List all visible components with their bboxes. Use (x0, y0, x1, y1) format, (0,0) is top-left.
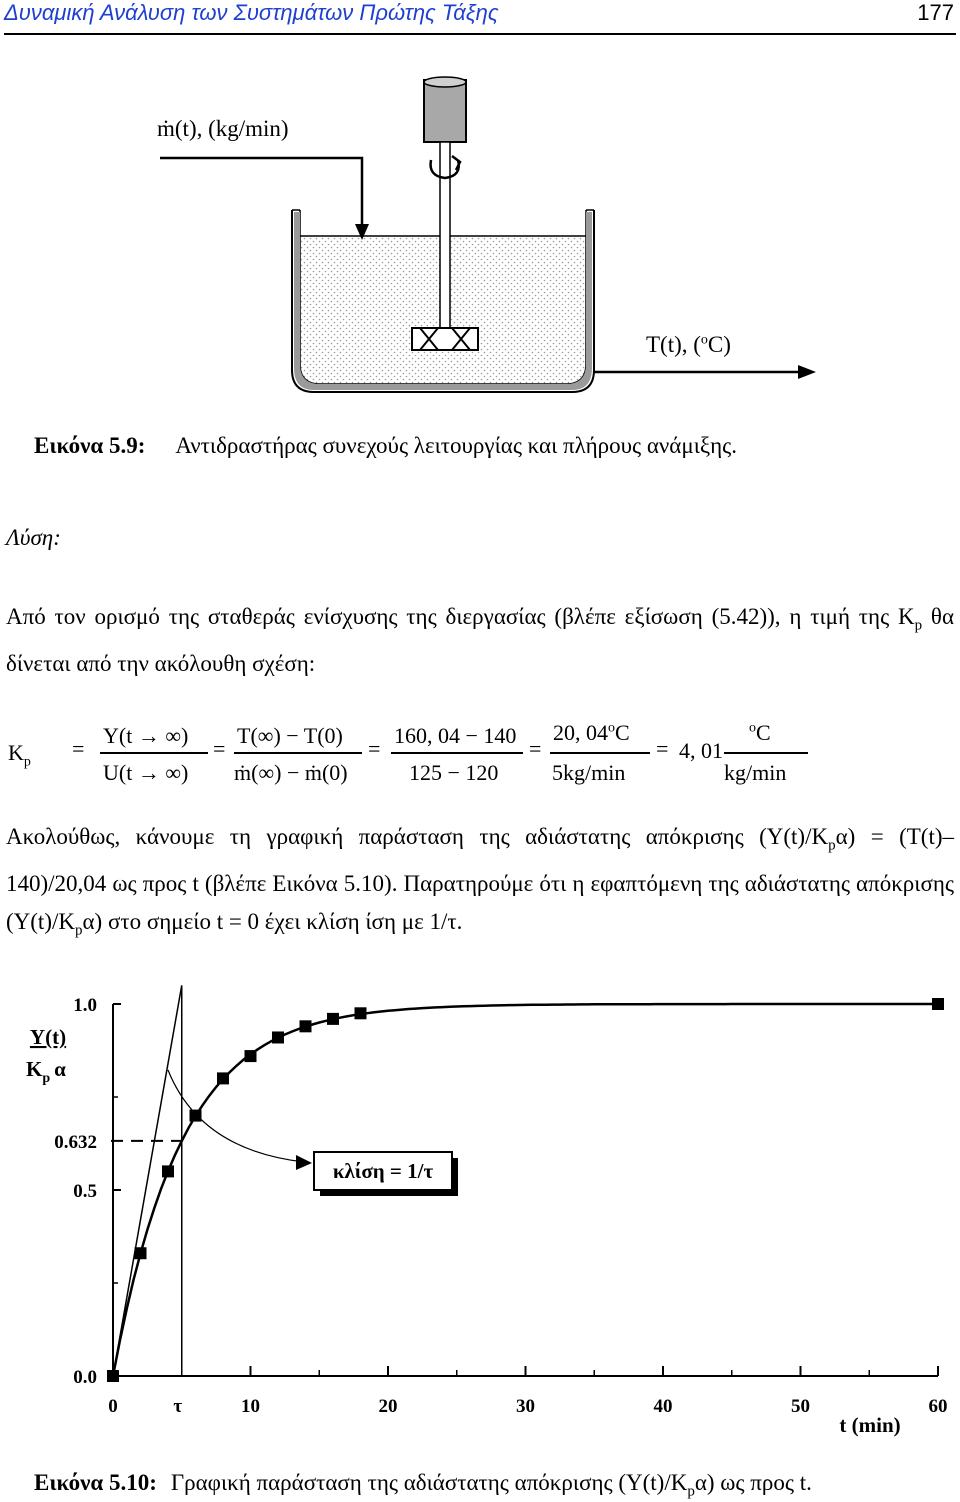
x-tick-label: 0 (108, 1396, 118, 1417)
motor-block (424, 80, 466, 142)
outlet-label: T(t), ($^o$C) (646, 332, 731, 357)
data-point (107, 1370, 119, 1382)
data-point (300, 1020, 312, 1032)
gain-equation: $K_p$ = Y(t → ∞) U(t → ∞) = T(∞) − T(0) ṁ(∞) − ṁ(0) = 160, 04 − 140 125 − 120 = 20, 04$^o$C 5kg/min = 4, 01 $^o$C kg/min (0, 710, 960, 800)
annotation-text: κλίση = 1/τ (332, 1159, 434, 1183)
data-point (245, 1050, 257, 1062)
chart-axes (26, 985, 948, 1437)
x-tick-label: 10 (241, 1396, 260, 1417)
paragraph-2: Ακολούθως, κάνουμε τη γραφική παράσταση της αδιάστατης απόκρισης $(Y(t)/K_p\alpha) = (T(t)-140)/20,04$ ως προς t (βλέπε Εικόνα 5.10). Παρατηρούμε ότι η εφαπτόμενη της αδιάστατης απόκρισης $(Y(t)/K_p\alpha)$ στο σημείο t = 0 έχει κλίση ίση με 1/τ. (6, 824, 954, 939)
y-axis-label-top: Y(t) (29, 1025, 67, 1049)
chart-marks (107, 998, 944, 1382)
data-point (355, 1007, 367, 1019)
figure-5-9-caption: Εικόνα 5.9: Αντιδραστήρας συνεχούς λειτουργίας και πλήρους ανάμιξης. (34, 433, 738, 458)
x-axis-label: t (min) (839, 1413, 901, 1437)
tau-tick-label: τ (173, 1396, 183, 1417)
y-tick-label: 0.5 (73, 1181, 97, 1202)
data-point (162, 1165, 174, 1177)
solution-paragraph: Από τον ορισμό της σταθεράς ενίσχυσης της διεργασίας (βλέπε εξίσωση (5.42)), η τιμή της $K_p$ θα δίνεται από την ακόλουθη σχέση: (6, 604, 954, 676)
reactor-diagram (0, 40, 960, 400)
page-number: 177 (917, 0, 954, 25)
header-rule (4, 33, 956, 35)
figure-5-10-caption: Εικόνα 5.10: Γραφική παράσταση της αδιάστατης απόκρισης $(Y(t)/K_p\alpha)$ ως προς t. (34, 1470, 812, 1500)
stirrer-shaft (440, 142, 450, 328)
data-point (217, 1072, 229, 1084)
response-chart (0, 980, 960, 1450)
data-point (190, 1110, 202, 1122)
y-tick-label: 0.632 (54, 1131, 97, 1153)
outlet-arrow-icon (798, 365, 816, 379)
data-point (272, 1031, 284, 1043)
inlet-label: ṁ(t), (kg/min) (157, 116, 289, 141)
eq-lhs: $K_p$ (8, 740, 31, 770)
annotation-arrow-icon (296, 1155, 312, 1170)
response-curve (113, 1004, 938, 1376)
data-point (932, 998, 944, 1010)
tangent-line (113, 985, 182, 1376)
y-axis-label-bottom: $K_p$ α (26, 1057, 66, 1086)
y-tick-label: 1.0 (73, 995, 97, 1016)
x-tick-label: 20 (378, 1396, 398, 1417)
x-tick-label: 50 (791, 1396, 810, 1417)
solution-heading: Λύση: (6, 525, 61, 550)
running-header-title: Δυναμική Ανάλυση των Συστημάτων Πρώτης Τάξης (4, 0, 499, 25)
x-tick-label: 40 (653, 1396, 673, 1417)
annotation-arrow-line (168, 1070, 304, 1162)
x-tick-label: 30 (516, 1396, 535, 1417)
x-tick-label: 60 (928, 1396, 948, 1417)
data-point (327, 1013, 339, 1025)
data-point (135, 1247, 147, 1259)
y-tick-label: 0.0 (73, 1367, 97, 1388)
